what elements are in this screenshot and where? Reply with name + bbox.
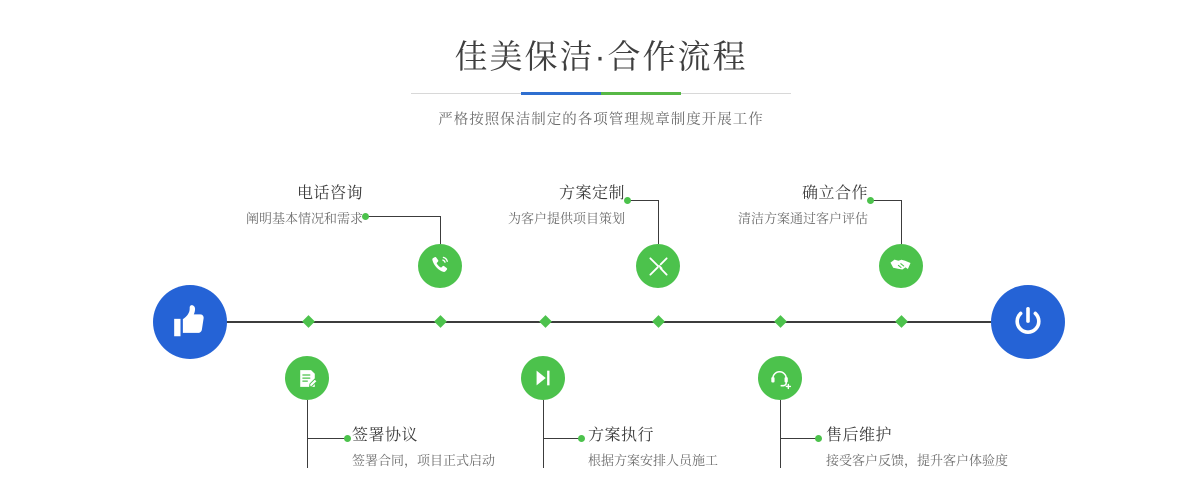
connector-line	[543, 438, 581, 439]
connector-dot	[344, 435, 351, 442]
step-desc: 阐明基本情况和需求	[245, 211, 363, 227]
step-icon-6	[758, 356, 802, 400]
axis-marker	[539, 315, 552, 328]
divider-green-segment	[601, 92, 681, 95]
axis-marker	[652, 315, 665, 328]
step-title: 方案执行	[588, 427, 655, 444]
step-icon-2	[285, 356, 329, 400]
step-icon-4	[521, 356, 565, 400]
timeline-end-endpoint	[991, 285, 1065, 359]
connector-line	[780, 400, 781, 468]
page-header	[0, 34, 1202, 129]
connector-dot	[867, 197, 874, 204]
step-icon-5	[879, 244, 923, 288]
document-edit-icon	[296, 367, 319, 390]
step-desc: 签署合同，项目正式启动	[352, 453, 496, 469]
divider-blue-segment	[521, 92, 601, 95]
connector-line	[307, 438, 347, 439]
connector-line	[307, 400, 308, 468]
step-icon-1	[418, 244, 462, 288]
axis-marker	[774, 315, 787, 328]
axis-marker	[302, 315, 315, 328]
step-desc: 根据方案安排人员施工	[588, 453, 719, 469]
step-label-2	[352, 424, 612, 471]
step-icon-3	[636, 244, 680, 288]
step-title: 确立合作	[801, 185, 868, 202]
connector-line	[658, 200, 659, 244]
connector-dot	[624, 197, 631, 204]
headset-support-icon	[769, 367, 792, 390]
page-title: 佳美保洁·合作流程	[454, 38, 748, 75]
play-forward-icon	[532, 367, 554, 389]
thumbs-up-icon	[171, 303, 209, 341]
step-title: 签署协议	[352, 427, 419, 444]
timeline-axis	[155, 321, 1055, 323]
tools-icon	[647, 255, 670, 278]
page-subtitle: 严格按照保洁制定的各项管理规章制度开展工作	[438, 112, 764, 128]
connector-line	[543, 400, 544, 468]
step-label-1	[183, 182, 363, 229]
connector-dot	[578, 435, 585, 442]
connector-line	[870, 200, 902, 201]
step-desc: 为客户提供项目策划	[507, 211, 625, 227]
step-title: 电话咨询	[296, 185, 363, 202]
process-timeline	[0, 150, 1202, 502]
connector-dot	[815, 435, 822, 442]
axis-marker	[434, 315, 447, 328]
handshake-icon	[889, 254, 913, 278]
step-label-3	[430, 182, 625, 229]
step-title: 售后维护	[826, 427, 893, 444]
timeline-start-endpoint	[153, 285, 227, 359]
step-desc: 清洁方案通过客户评估	[737, 211, 868, 227]
connector-line	[901, 200, 902, 244]
phone-call-icon	[428, 254, 452, 278]
step-label-5	[668, 182, 868, 229]
connector-line	[780, 438, 818, 439]
axis-marker	[895, 315, 908, 328]
step-label-4	[588, 424, 858, 471]
step-label-6	[826, 424, 1126, 471]
connector-line	[627, 200, 659, 201]
step-desc: 接受客户反馈，提升客户体验度	[826, 453, 1009, 469]
connector-dot	[362, 213, 369, 220]
step-title: 方案定制	[558, 185, 625, 202]
title-divider	[411, 92, 791, 95]
power-icon	[1010, 304, 1046, 340]
